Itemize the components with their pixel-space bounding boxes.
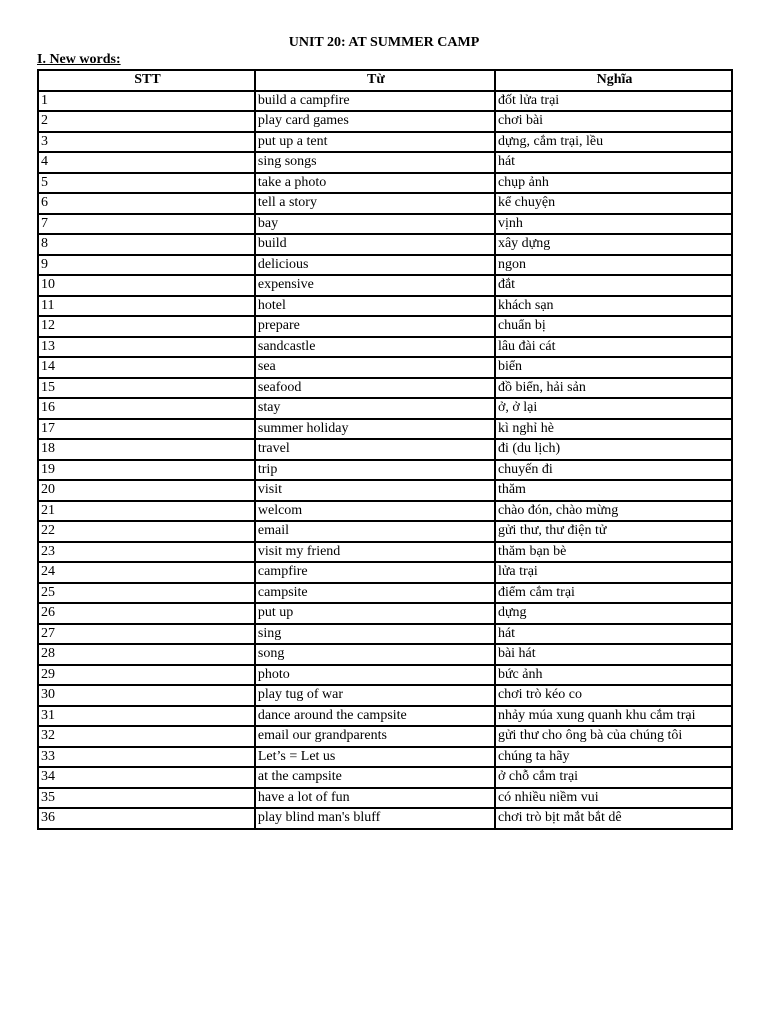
cell-stt: 23 xyxy=(39,543,256,564)
cell-word: dance around the campsite xyxy=(256,707,496,728)
table-row xyxy=(39,563,731,584)
cell-word: sandcastle xyxy=(256,338,496,359)
document-title: UNIT 20: AT SUMMER CAMP xyxy=(288,35,480,50)
cell-stt: 14 xyxy=(39,358,256,379)
cell-meaning: khách sạn xyxy=(496,297,731,318)
cell-word: take a photo xyxy=(256,174,496,195)
cell-stt: 5 xyxy=(39,174,256,195)
cell-stt: 35 xyxy=(39,789,256,810)
cell-stt: 21 xyxy=(39,502,256,523)
cell-stt: 11 xyxy=(39,297,256,318)
cell-meaning: ở chỗ cắm trại xyxy=(496,768,731,789)
cell-meaning: bài hát xyxy=(496,645,731,666)
cell-stt: 3 xyxy=(39,133,256,154)
table-row xyxy=(39,194,731,215)
table-row xyxy=(39,809,731,828)
cell-word: build xyxy=(256,235,496,256)
cell-word: email our grandparents xyxy=(256,727,496,748)
table-row xyxy=(39,789,731,810)
table-row xyxy=(39,584,731,605)
table-row xyxy=(39,645,731,666)
cell-stt: 29 xyxy=(39,666,256,687)
cell-word: sing xyxy=(256,625,496,646)
cell-stt: 32 xyxy=(39,727,256,748)
cell-stt: 10 xyxy=(39,276,256,297)
cell-word: Let’s = Let us xyxy=(256,748,496,769)
cell-stt: 25 xyxy=(39,584,256,605)
cell-stt: 9 xyxy=(39,256,256,277)
table-row xyxy=(39,338,731,359)
cell-word: visit my friend xyxy=(256,543,496,564)
table-row xyxy=(39,256,731,277)
cell-stt: 7 xyxy=(39,215,256,236)
cell-meaning: chuyến đi xyxy=(496,461,731,482)
cell-meaning: vịnh xyxy=(496,215,731,236)
cell-meaning: đi (du lịch) xyxy=(496,440,731,461)
table-row xyxy=(39,522,731,543)
cell-meaning: gửi thư cho ông bà của chúng tôi xyxy=(496,727,731,748)
cell-word: song xyxy=(256,645,496,666)
cell-stt: 22 xyxy=(39,522,256,543)
vocabulary-table xyxy=(37,69,733,830)
cell-stt: 17 xyxy=(39,420,256,441)
table-row xyxy=(39,317,731,338)
table-body xyxy=(39,92,731,828)
cell-meaning: dựng, cắm trại, lều xyxy=(496,133,731,154)
cell-meaning: lâu đài cát xyxy=(496,338,731,359)
table-row xyxy=(39,399,731,420)
cell-meaning: hát xyxy=(496,625,731,646)
cell-word: put up xyxy=(256,604,496,625)
table-row xyxy=(39,666,731,687)
cell-word: tell a story xyxy=(256,194,496,215)
cell-meaning: kì nghỉ hè xyxy=(496,420,731,441)
cell-word: have a lot of fun xyxy=(256,789,496,810)
cell-meaning: bức ảnh xyxy=(496,666,731,687)
table-row xyxy=(39,604,731,625)
cell-word: prepare xyxy=(256,317,496,338)
cell-word: photo xyxy=(256,666,496,687)
table-row xyxy=(39,215,731,236)
cell-stt: 19 xyxy=(39,461,256,482)
cell-stt: 20 xyxy=(39,481,256,502)
table-row xyxy=(39,133,731,154)
cell-meaning: chơi trò bịt mắt bắt dê xyxy=(497,810,622,826)
cell-word: hotel xyxy=(256,297,496,318)
cell-meaning: đồ biển, hải sản xyxy=(496,379,731,400)
cell-stt: 24 xyxy=(39,563,256,584)
cell-meaning: nhảy múa xung quanh khu cắm trại xyxy=(496,707,731,728)
cell-meaning: thăm xyxy=(496,481,731,502)
table-row xyxy=(39,276,731,297)
cell-meaning: chào đón, chào mừng xyxy=(496,502,731,523)
table-row xyxy=(39,686,731,707)
cell-word: delicious xyxy=(256,256,496,277)
table-row xyxy=(39,379,731,400)
cell-stt: 36 xyxy=(39,809,256,828)
cell-word: trip xyxy=(256,461,496,482)
cell-meaning: điểm cắm trại xyxy=(496,584,731,605)
cell-meaning: có nhiều niềm vui xyxy=(496,789,731,810)
cell-stt: 33 xyxy=(39,748,256,769)
header-stt: STT xyxy=(39,71,256,92)
cell-word: summer holiday xyxy=(256,420,496,441)
cell-word: campsite xyxy=(256,584,496,605)
cell-stt: 28 xyxy=(39,645,256,666)
cell-word: put up a tent xyxy=(256,133,496,154)
cell-meaning: kể chuyện xyxy=(496,194,731,215)
cell-stt: 31 xyxy=(39,707,256,728)
header-meaning: Nghĩa xyxy=(496,71,731,92)
table-row xyxy=(39,92,731,113)
table-row xyxy=(39,502,731,523)
cell-stt: 13 xyxy=(39,338,256,359)
cell-meaning: chơi trò kéo co xyxy=(496,686,731,707)
table-row xyxy=(39,748,731,769)
cell-stt: 4 xyxy=(39,153,256,174)
cell-meaning: biển xyxy=(496,358,731,379)
cell-meaning: chúng ta hãy xyxy=(496,748,731,769)
cell-stt: 15 xyxy=(39,379,256,400)
cell-meaning: dựng xyxy=(496,604,731,625)
cell-word: bay xyxy=(256,215,496,236)
cell-meaning: lửa trại xyxy=(496,563,731,584)
cell-word: play blind man's bluff xyxy=(256,809,496,828)
cell-stt: 27 xyxy=(39,625,256,646)
cell-meaning: hát xyxy=(496,153,731,174)
cell-stt: 8 xyxy=(39,235,256,256)
cell-word: visit xyxy=(256,481,496,502)
cell-word: expensive xyxy=(256,276,496,297)
cell-word: email xyxy=(256,522,496,543)
cell-word: travel xyxy=(256,440,496,461)
table-row xyxy=(39,174,731,195)
cell-stt: 16 xyxy=(39,399,256,420)
table-header-row xyxy=(39,71,731,92)
table-row xyxy=(39,461,731,482)
table-row xyxy=(39,481,731,502)
cell-meaning: chơi bài xyxy=(496,112,731,133)
cell-meaning: ở, ở lại xyxy=(496,399,731,420)
cell-stt: 18 xyxy=(39,440,256,461)
cell-stt: 26 xyxy=(39,604,256,625)
cell-meaning: chuẩn bị xyxy=(496,317,731,338)
cell-stt: 1 xyxy=(39,92,256,113)
table-row xyxy=(39,440,731,461)
cell-stt: 6 xyxy=(39,194,256,215)
cell-word: stay xyxy=(256,399,496,420)
cell-word: play card games xyxy=(256,112,496,133)
cell-word: seafood xyxy=(256,379,496,400)
cell-meaning: đắt xyxy=(496,276,731,297)
cell-word: sing songs xyxy=(256,153,496,174)
cell-stt: 2 xyxy=(39,112,256,133)
cell-word: sea xyxy=(256,358,496,379)
cell-stt: 34 xyxy=(39,768,256,789)
table-row xyxy=(39,297,731,318)
table-row xyxy=(39,235,731,256)
cell-word: build a campfire xyxy=(256,92,496,113)
header-word: Từ xyxy=(256,71,496,92)
table-row xyxy=(39,625,731,646)
table-row xyxy=(39,707,731,728)
table-row xyxy=(39,153,731,174)
table-row xyxy=(39,420,731,441)
cell-meaning: thăm bạn bè xyxy=(496,543,731,564)
cell-meaning: xây dựng xyxy=(496,235,731,256)
cell-word: welcom xyxy=(256,502,496,523)
section-heading-new-words: I. New words: xyxy=(37,52,121,67)
cell-meaning: chụp ảnh xyxy=(496,174,731,195)
table-row xyxy=(39,727,731,748)
table-row xyxy=(39,543,731,564)
cell-meaning: đốt lửa trại xyxy=(496,92,731,113)
table-row xyxy=(39,112,731,133)
table-row xyxy=(39,768,731,789)
cell-stt: 30 xyxy=(39,686,256,707)
cell-meaning: gửi thư, thư điện tử xyxy=(496,522,731,543)
cell-word: campfire xyxy=(256,563,496,584)
cell-meaning: ngon xyxy=(496,256,731,277)
cell-word: play tug of war xyxy=(256,686,496,707)
table-row xyxy=(39,358,731,379)
cell-stt: 12 xyxy=(39,317,256,338)
cell-word: at the campsite xyxy=(256,768,496,789)
